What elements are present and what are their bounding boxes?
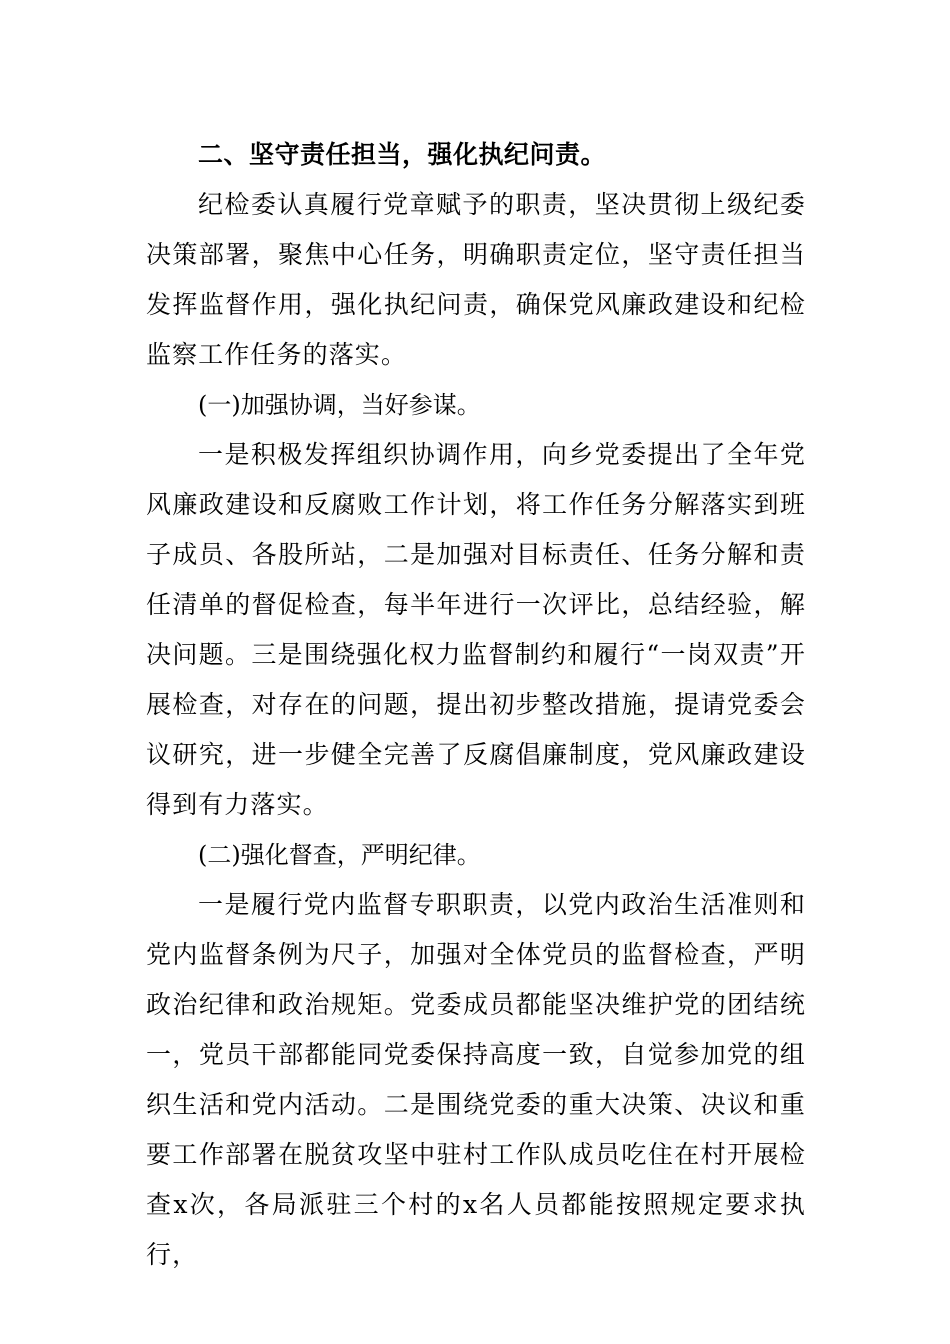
subsection-2-heading: (二)强化督查，严明纪律。 (198, 841, 481, 869)
subsection-2-body: 一是履行党内监督专职职责，以党内政治生活准则和党内监督条例为尺子，加强对全体党员的监督检查，严明政治纪律和政治规矩。党委成员都能坚决维护党的团结统一，党员干部都能同党委保持高度一致，自觉参加党的组织生活和党内活动。二是围绕党委的重大决策、决议和重要工作部署在脱贫攻坚中驻村工作队成员吃住在村开展检查x次，各局派驻三个村的x名人员都能按照规定要求执行， (146, 890, 806, 1269)
subsection-1-body: 一是积极发挥组织协调作用，向乡党委提出了全年党风廉政建设和反腐败工作计划，将工作任务分解落实到班子成员、各股所站，二是加强对目标责任、任务分解和责任清单的督促检查，每半年进行一次评比，总结经验，解决问题。三是围绕强化权力监督制约和履行“一岗双责”开展检查，对存在的问题，提出初步整改措施，提请党委会议研究，进一步健全完善了反腐倡廉制度，党风廉政建设得到有力落实。 (146, 440, 806, 819)
section-heading: 二、坚守责任担当，强化执纪问责。 (198, 140, 607, 169)
document-body (146, 130, 806, 1280)
intro-paragraph: 纪检委认真履行党章赋予的职责，坚决贯彻上级纪委决策部署，聚焦中心任务，明确职责定位，坚守责任担当发挥监督作用，强化执纪问责，确保党风廉政建设和纪检监察工作任务的落实。 (146, 190, 806, 369)
subsection-1-heading: (一)加强协调，当好参谋。 (198, 391, 481, 419)
